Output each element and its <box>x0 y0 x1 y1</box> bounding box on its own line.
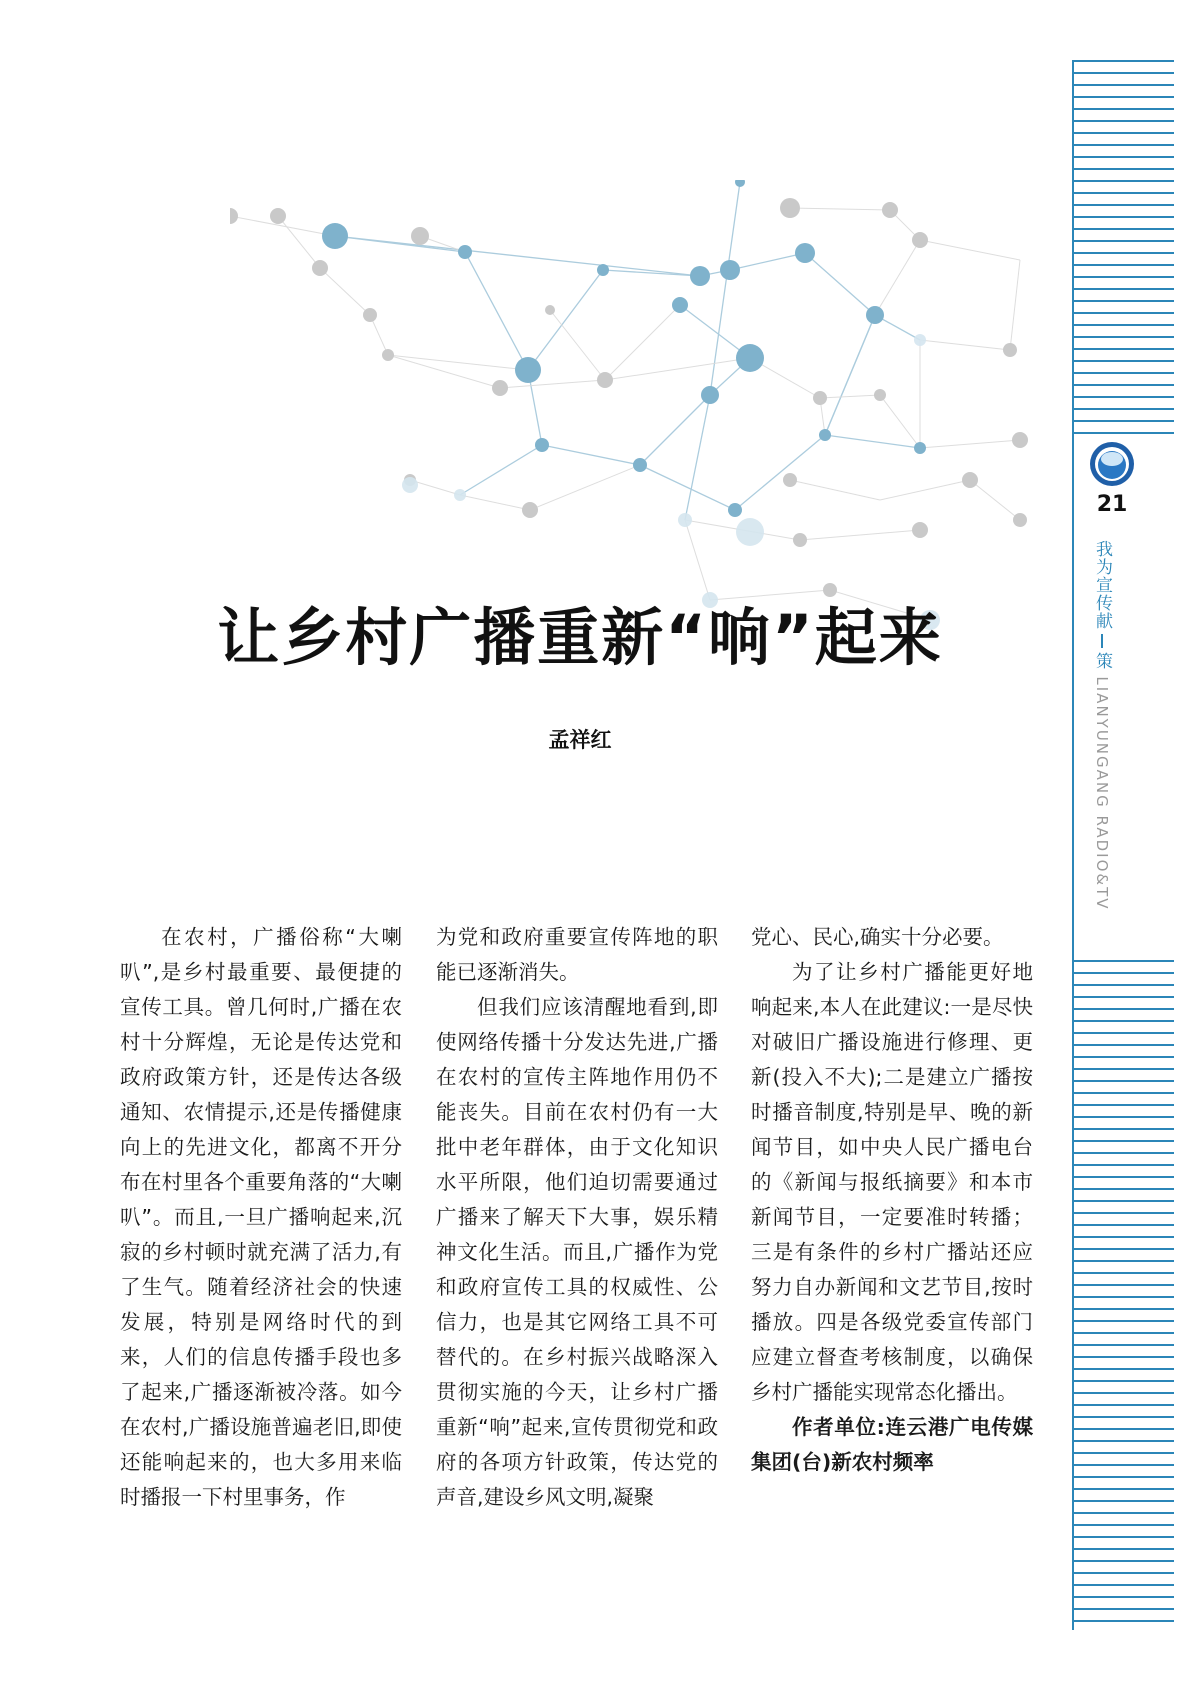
body-column-1 <box>120 920 402 1515</box>
author-affiliation: 作者单位:连云港广电传媒集团(台)新农村频率 <box>751 1415 1033 1474</box>
paragraph-continued: 党心、民心,确实十分必要。 <box>751 925 1004 949</box>
article-title: 让乡村广播重新“响”起来 <box>217 601 943 674</box>
body-column-2 <box>436 920 718 1515</box>
body-column-3 <box>751 920 1033 1480</box>
paragraph: 但我们应该清醒地看到,即使网络传播十分发达先进,广播在农村的宣传主阵地作用仍不能丧失。目前在农村仍有一大批中老年群体，由于文化知识水平所限，他们迫切需要通过广播来了解天下大事，娱乐精神文化生活。而且,广播作为党和政府宣传工具的权威性、公信力，也是其它网络工具不可替代的。在乡村振兴战略深入贯彻实施的今天，让乡村广播重新“响”起来,宣传贯彻党和政府的各项方针政策，传达党的声音,建设乡风文明,凝聚 <box>436 995 718 1509</box>
section-title-part2: 策 <box>1092 652 1112 670</box>
magazine-logo-icon <box>1088 440 1136 488</box>
paragraph-continued: 为党和政府重要宣传阵地的职能已逐渐消失。 <box>436 925 718 984</box>
section-title-part1: 我为宣传献 <box>1092 540 1112 630</box>
section-english: LIANYUNGANG RADIO&TV <box>1093 676 1111 911</box>
paragraph: 在农村，广播俗称“大喇叭”,是乡村最重要、最便捷的宣传工具。曾几何时,广播在农村十分辉煌，无论是传达党和政府政策方针，还是传达各级通知、农情提示,还是传播健康向上的先进文化，都离不开分布在村里各个重要角落的“大喇叭”。而且,一旦广播响起来,沉寂的乡村顿时就充满了活力,有了生气。随着经济社会的快速发展，特别是网络时代的到来，人们的信息传播手段也多了起来,广播逐渐被冷落。如今在农村,广播设施普遍老旧,即使还能响起来的，也大多用来临时播报一下村里事务，作 <box>120 925 402 1509</box>
paragraph: 为了让乡村广播能更好地响起来,本人在此建议:一是尽快对破旧广播设施进行修理、更新(投入不大);二是建立广播按时播音制度,特别是早、晚的新闻节目，如中央人民广播电台的《新闻与报纸摘要》和本市新闻节目，一定要准时转播；三是有条件的乡村广播站还应努力自办新闻和文艺节目,按时播放。四是各级党委宣传部门应建立督查考核制度，以确保乡村广播能实现常态化播出。 <box>751 960 1033 1404</box>
article-author: 孟祥红 <box>548 728 612 752</box>
page-number: 21 <box>1096 492 1128 517</box>
